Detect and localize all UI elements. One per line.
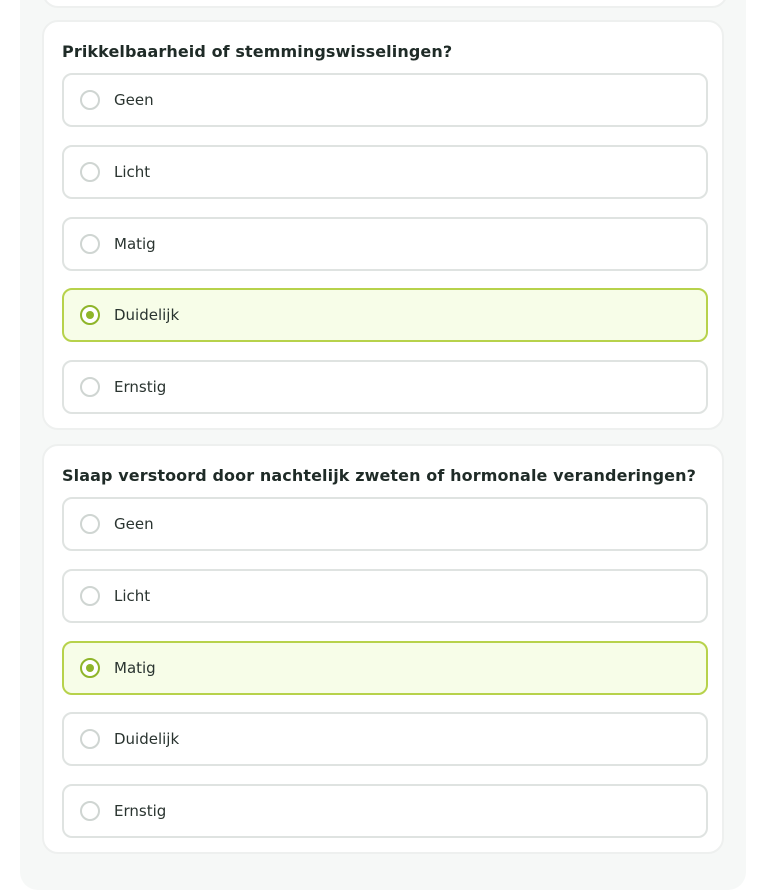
question-card-irritability [42, 20, 724, 430]
option-matig[interactable] [62, 641, 708, 695]
radio-button[interactable] [80, 514, 100, 534]
question-title: Prikkelbaarheid of stemmingswisselingen? [62, 42, 453, 61]
radio-button[interactable] [80, 234, 100, 254]
radio-button[interactable] [80, 162, 100, 182]
option-geen[interactable] [62, 497, 708, 551]
option-label: Geen [114, 91, 154, 109]
radio-button[interactable] [80, 586, 100, 606]
radio-selected-dot [86, 664, 94, 672]
radio-button[interactable] [80, 729, 100, 749]
option-duidelijk[interactable] [62, 712, 708, 766]
option-label: Matig [114, 235, 156, 253]
option-geen[interactable] [62, 73, 708, 127]
option-ernstig[interactable] [62, 784, 708, 838]
previous-question-card [42, 0, 728, 8]
option-label: Duidelijk [114, 306, 180, 324]
question-title: Slaap verstoord door nachtelijk zweten of hormonale veranderingen? [62, 466, 696, 485]
radio-selected-dot [86, 311, 94, 319]
question-card-sleep [42, 444, 724, 854]
option-licht[interactable] [62, 145, 708, 199]
option-matig[interactable] [62, 217, 708, 271]
option-ernstig[interactable] [62, 360, 708, 414]
option-label: Matig [114, 659, 156, 677]
option-duidelijk[interactable] [62, 288, 708, 342]
radio-button[interactable] [80, 658, 100, 678]
option-label: Geen [114, 515, 154, 533]
option-licht[interactable] [62, 569, 708, 623]
option-label: Ernstig [114, 378, 167, 396]
radio-button[interactable] [80, 377, 100, 397]
option-label: Duidelijk [114, 730, 180, 748]
option-label: Licht [114, 587, 151, 605]
option-label: Licht [114, 163, 151, 181]
radio-button[interactable] [80, 305, 100, 325]
radio-button[interactable] [80, 90, 100, 110]
radio-button[interactable] [80, 801, 100, 821]
option-label: Ernstig [114, 802, 167, 820]
